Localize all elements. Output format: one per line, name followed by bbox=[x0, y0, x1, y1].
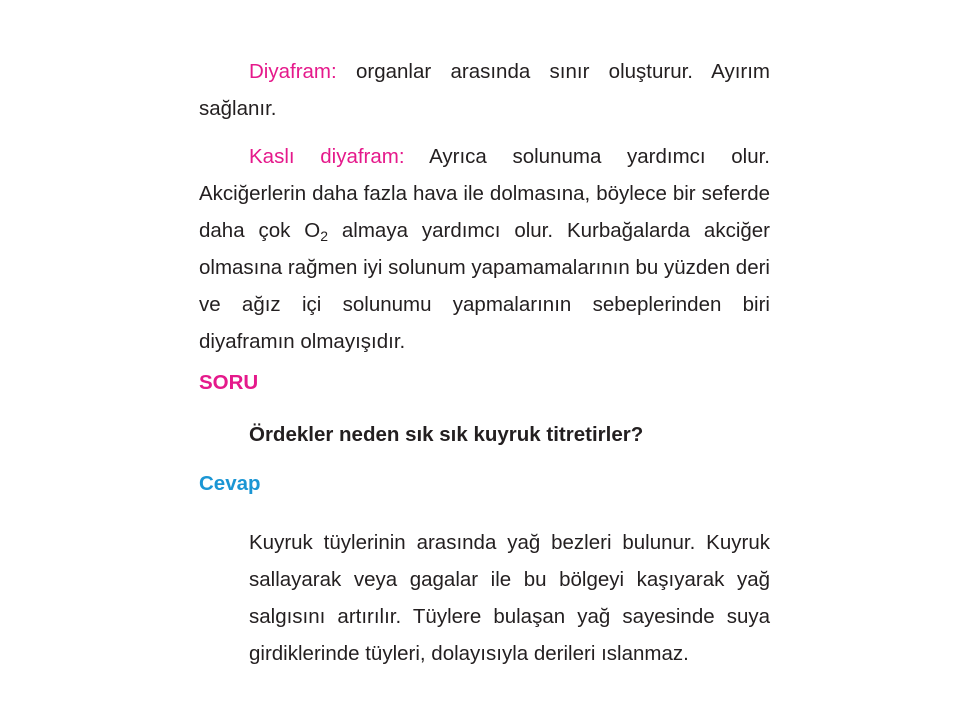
question-label: SORU bbox=[199, 371, 259, 394]
muscular-diaphragm-paragraph bbox=[199, 138, 770, 360]
muscular-diaphragm-text-before: Ayrıca solunuma yardımcı olur. Akciğerlerin daha fazla hava ile dolmasına, böylece bir seferde daha çok O bbox=[199, 145, 771, 242]
answer-label: Cevap bbox=[199, 472, 261, 495]
muscular-diaphragm-definition bbox=[199, 138, 770, 360]
answer-text: Kuyruk tüylerinin arasında yağ bezleri bulunur. Kuyruk sallayarak veya gagalar ile bu bölgeyi kaşıyarak yağ salgısını artırılır. Tüylere bulaşan yağ sayesinde suya girdiklerinde tüyleri, dolayısıyla derileri ıslanmaz. bbox=[249, 531, 770, 665]
diaphragm-text: organlar arasında sınır oluşturur. Ayırım sağlanır. bbox=[199, 60, 770, 120]
diaphragm-paragraph bbox=[199, 53, 770, 127]
muscular-diaphragm-term: Kaslı diyafram: bbox=[249, 145, 405, 168]
muscular-diaphragm-text-after: almaya yardımcı olur. Kurbağalarda akciğer olmasına rağmen iyi solunum yapamamalarının bu yüzden deri ve ağız içi solunumu yapmalarının sebeplerinden biri diyaframın olmayışıdır. bbox=[199, 219, 771, 353]
oxygen-subscript: 2 bbox=[320, 228, 329, 244]
question-text: Ördekler neden sık sık kuyruk titretirler? bbox=[249, 423, 644, 446]
diaphragm-definition bbox=[199, 53, 770, 127]
diaphragm-term: Diyafram: bbox=[249, 60, 337, 83]
